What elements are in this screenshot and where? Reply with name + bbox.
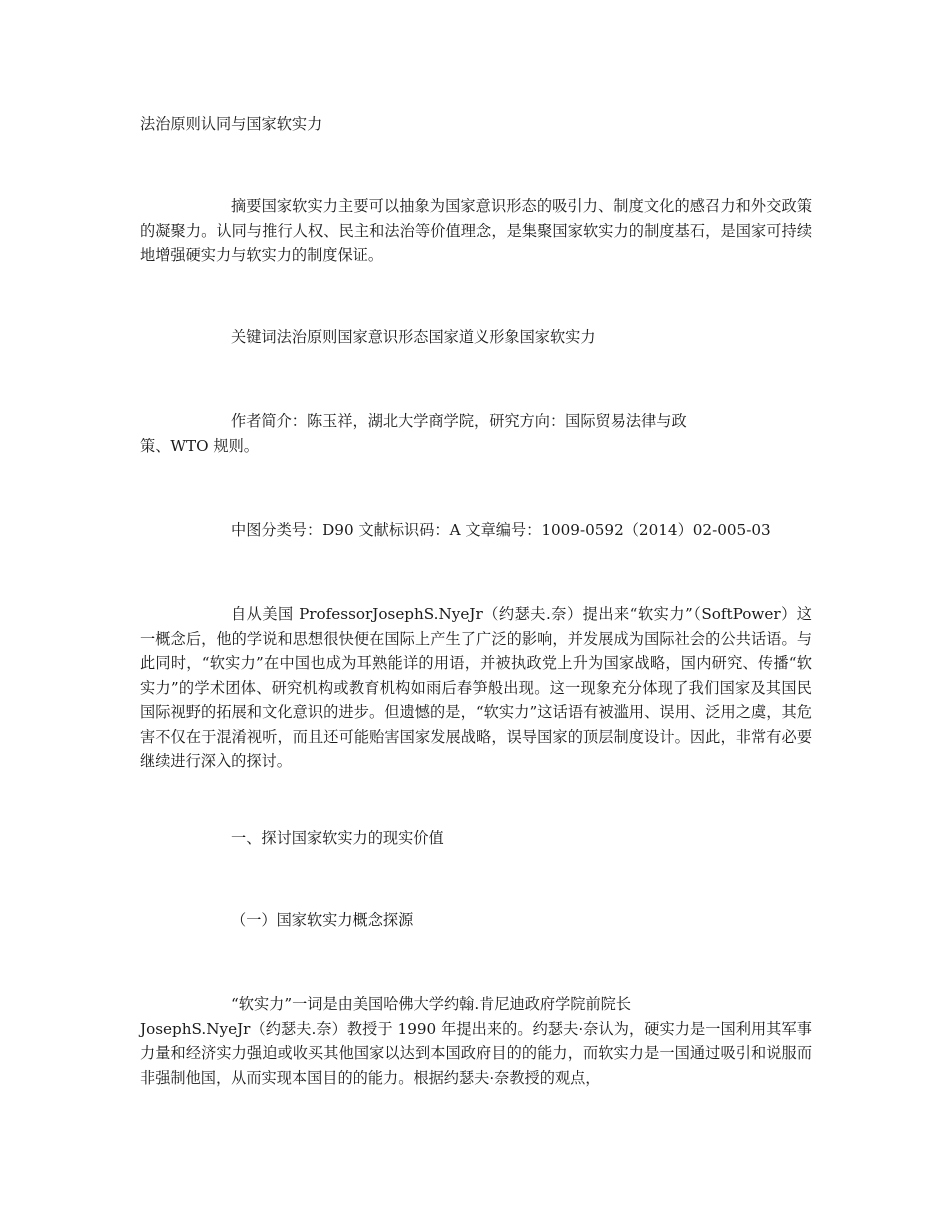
body-paragraph-rest: JosephS.NyeJr（约瑟夫.奈）教授于 1990 年提出来的。约瑟夫·奈认为，硬实力是一国利用其军事力量和经济实力强迫或收买其他国家以达到本国政府目的的能力，而软实力是一国通过吸引和说服而非强制他国，从而实现本国目的的能力。根据约瑟夫·奈教授的观点， — [140, 1019, 812, 1087]
classification-info: 中图分类号：D90 文献标识码：A 文章编号：1009-0592（2014）02-005-03 — [231, 521, 771, 539]
author-info-line-2: 策、WTO 规则。 — [140, 436, 259, 455]
section-heading: 一、探讨国家软实力的现实价值 — [231, 829, 444, 847]
author-info-line-1: 作者简介：陈玉祥，湖北大学商学院，研究方向：国际贸易法律与政 — [231, 412, 687, 430]
body-paragraph — [140, 992, 812, 1090]
abstract-paragraph: 摘要国家软实力主要可以抽象为国家意识形态的吸引力、制度文化的感召力和外交政策的凝聚力。认同与推行人权、民主和法治等价值理念，是集聚国家软实力的制度基石，是国家可持续地增强硬实力与软实力的制度保证。 — [140, 197, 812, 264]
author-info — [140, 409, 812, 458]
body-paragraph-line-1: “软实力”一词是由美国哈佛大学约翰.肯尼迪政府学院前院长 — [231, 995, 632, 1013]
subsection-heading: （一）国家软实力概念探源 — [231, 911, 414, 929]
intro-paragraph: 自从美国 ProfessorJosephS.NyeJr（约瑟夫.奈）提出来“软实力”（SoftPower）这一概念后，他的学说和思想很快便在国际上产生了广泛的影响，并发展成为国际社会的公共话语。与此同时，“软实力”在中国也成为耳熟能详的用语，并被执政党上升为国家战略，国内研究、传播“软实力”的学术团体、研究机构或教育机构如雨后春笋般出现。这一现象充分体现了我们国家及其国民国际视野的拓展和文化意识的进步。但遗憾的是，“软实力”这话语有被滥用、误用、泛用之虞，其危害不仅在于混淆视听，而且还可能贻害国家发展战略，误导国家的顶层制度设计。因此，非常有必要继续进行深入的探讨。 — [140, 605, 812, 770]
article-title: 法治原则认同与国家软实力 — [140, 115, 323, 133]
keywords-paragraph: 关键词法治原则国家意识形态国家道义形象国家软实力 — [231, 328, 596, 346]
